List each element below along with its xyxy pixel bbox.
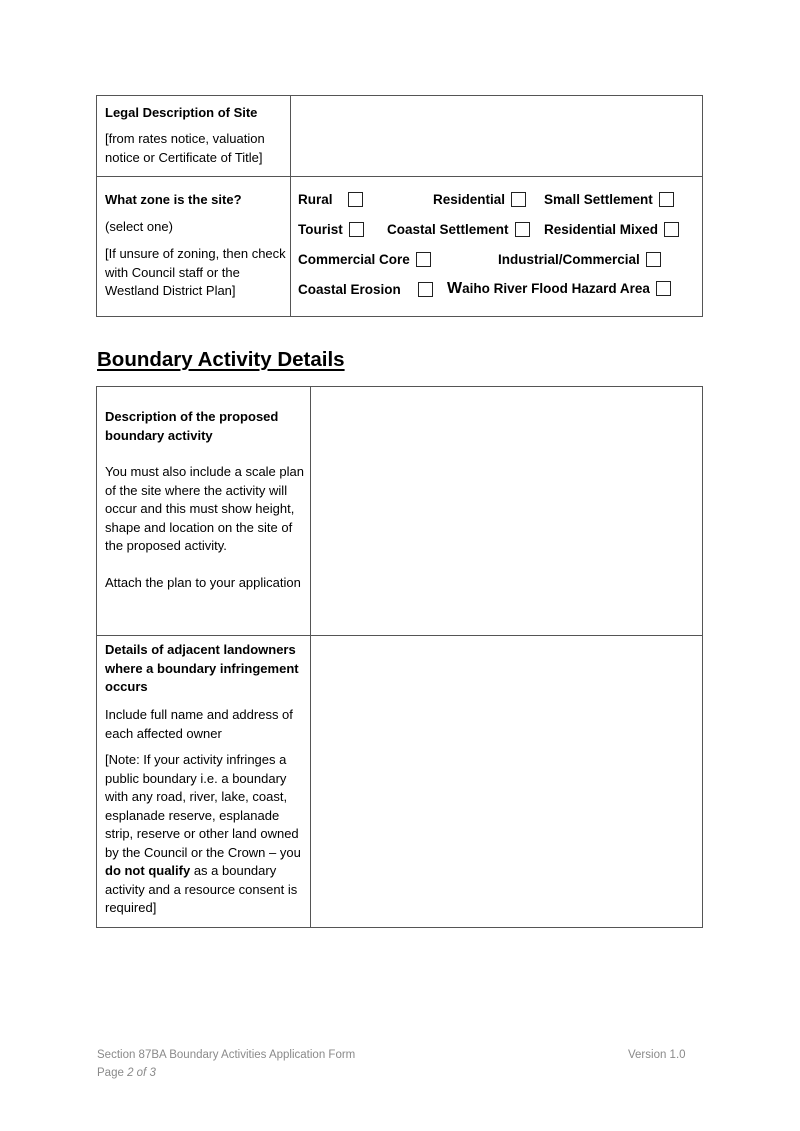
legal-description-note: [from rates notice, valuation notice or Certificate of Title] [105, 131, 265, 165]
zone-option-residential[interactable]: Residential [433, 192, 526, 207]
zone-help: [If unsure of zoning, then check with Council staff or the Westland District Plan] [105, 246, 286, 298]
zone-option-commercial-core[interactable]: Commercial Core [298, 252, 431, 267]
section-heading: Boundary Activity Details [97, 348, 345, 371]
industrial-commercial-checkbox[interactable] [646, 252, 661, 267]
description-field[interactable] [311, 387, 702, 635]
landowners-instructions: Include full name and address of each affected owner [105, 707, 293, 741]
description-attach-note: Attach the plan to your application [105, 575, 301, 590]
waiho-river-flood-hazard-area-checkbox[interactable] [656, 281, 671, 296]
legal-description-label: Legal Description of Site [105, 105, 258, 120]
landowners-note: [Note: If your activity infringes a public boundary i.e. a boundary with any road, river, lake, coast, esplanade reserve, esplanade strip, reserve or other land owned by the Council or the Crown – you do not qualify as a boundary activity and a resource consent is required] [105, 752, 301, 915]
landowners-label: Details of adjacent landowners where a boundary infringement occurs [105, 642, 299, 694]
zone-option-small-settlement[interactable]: Small Settlement [544, 192, 674, 207]
tourist-checkbox[interactable] [349, 222, 364, 237]
zone-option-industrial-commercial[interactable]: Industrial/Commercial [498, 252, 661, 267]
description-label: Description of the proposed boundary activity [105, 409, 279, 443]
zone-select-note: (select one) [105, 219, 173, 234]
zone-option-coastal-erosion[interactable]: Coastal Erosion [298, 282, 433, 297]
small-settlement-checkbox[interactable] [659, 192, 674, 207]
landowners-field[interactable] [311, 636, 702, 927]
footer-version: Version 1.0 [628, 1049, 686, 1061]
footer-page-number: Page 2 of 3 [97, 1067, 156, 1079]
description-instructions: You must also include a scale plan of the site where the activity will occur and this must show height, shape and location on the site of the proposed activity. [105, 464, 304, 553]
zone-option-rural[interactable]: Rural [298, 192, 363, 207]
residential-mixed-checkbox[interactable] [664, 222, 679, 237]
rural-checkbox[interactable] [348, 192, 363, 207]
commercial-core-checkbox[interactable] [416, 252, 431, 267]
legal-description-field[interactable] [291, 96, 702, 176]
zone-option-coastal-settlement[interactable]: Coastal Settlement [387, 222, 530, 237]
coastal-erosion-checkbox[interactable] [418, 282, 433, 297]
residential-checkbox[interactable] [511, 192, 526, 207]
waiho-initial: W [447, 280, 463, 297]
zone-option-tourist[interactable]: Tourist [298, 222, 364, 237]
zone-label: What zone is the site? [105, 192, 242, 207]
site-table [96, 95, 703, 317]
activity-table [96, 386, 703, 928]
zone-option-waiho-river-flood-hazard-area[interactable]: Waiho River Flood Hazard Area [447, 280, 671, 298]
coastal-settlement-checkbox[interactable] [515, 222, 530, 237]
footer-form-name: Section 87BA Boundary Activities Application Form [97, 1049, 356, 1061]
row-divider [97, 176, 702, 177]
zone-option-residential-mixed[interactable]: Residential Mixed [544, 222, 679, 237]
